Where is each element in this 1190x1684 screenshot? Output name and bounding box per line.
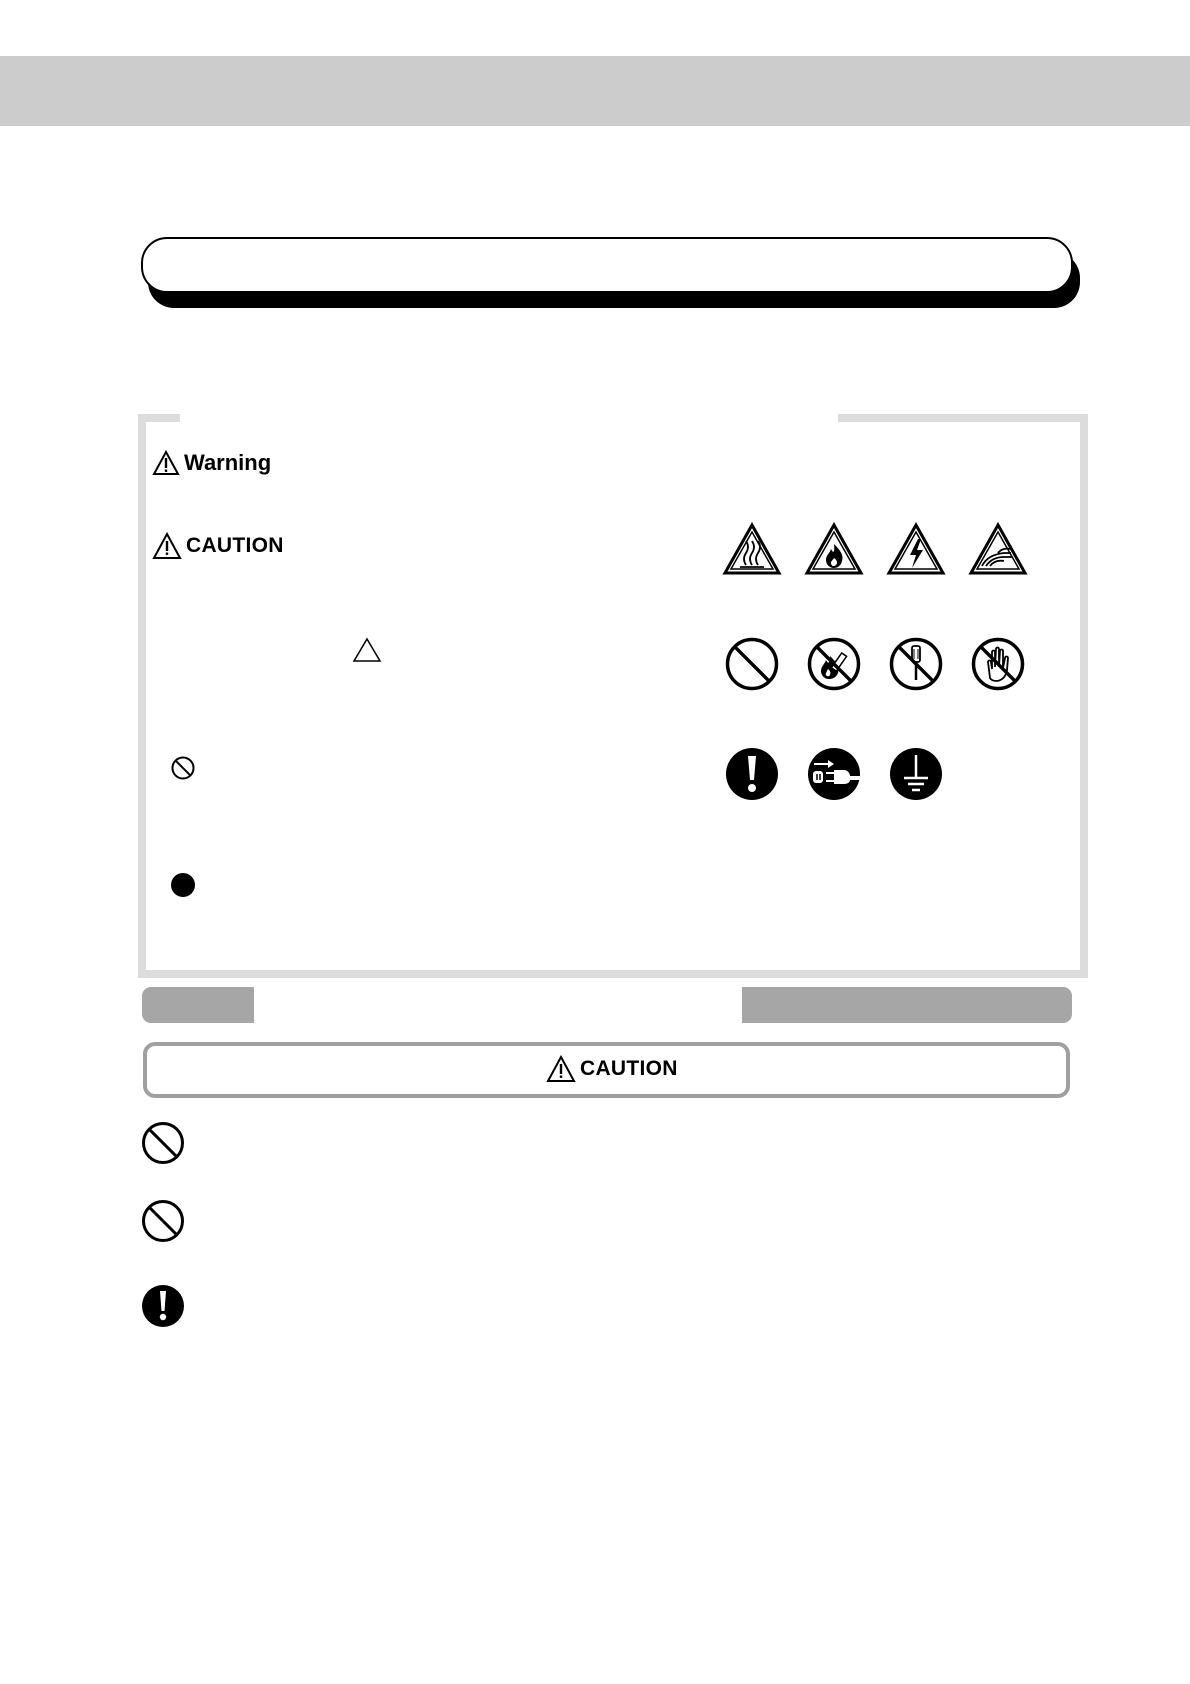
- section-tab-left: [142, 987, 254, 1023]
- warning-label: [152, 450, 271, 476]
- legend-frame-gap: [180, 412, 838, 424]
- caution-item-prohibition-icon: [141, 1199, 185, 1243]
- pinch-hazard-icon: [968, 522, 1028, 576]
- symbol-legend-frame: [138, 414, 1088, 978]
- hazard-triangle-icon: [352, 637, 382, 663]
- caution-label: [152, 532, 284, 560]
- caution-header-icon: [546, 1055, 576, 1083]
- mandatory-action-icon: [724, 746, 780, 802]
- prohibition-icon: [724, 636, 780, 692]
- fire-hazard-icon: [804, 522, 864, 576]
- caution-header-text: CAUTION: [580, 1057, 678, 1080]
- caution-header: [546, 1055, 678, 1083]
- caution-item-prohibition-icon: [141, 1121, 185, 1165]
- prohibition-small-icon: [170, 755, 196, 781]
- do-not-touch-icon: [970, 636, 1026, 692]
- no-disassembly-icon: [888, 636, 944, 692]
- caution-triangle-icon: [152, 532, 182, 560]
- warning-triangle-icon: [152, 450, 180, 476]
- caution-label-text: CAUTION: [186, 534, 284, 557]
- ground-icon: [888, 746, 944, 802]
- no-fire-icon: [806, 636, 862, 692]
- warning-label-text: Warning: [184, 450, 272, 475]
- electric-shock-icon: [886, 522, 946, 576]
- section-tab-right: [742, 987, 1072, 1023]
- hot-surface-icon: [722, 522, 782, 576]
- unplug-icon: [806, 746, 862, 802]
- title-box: [141, 237, 1073, 293]
- mandatory-dot-icon: [169, 871, 197, 899]
- caution-item-mandatory-icon: [141, 1284, 185, 1328]
- header-band: [0, 56, 1190, 126]
